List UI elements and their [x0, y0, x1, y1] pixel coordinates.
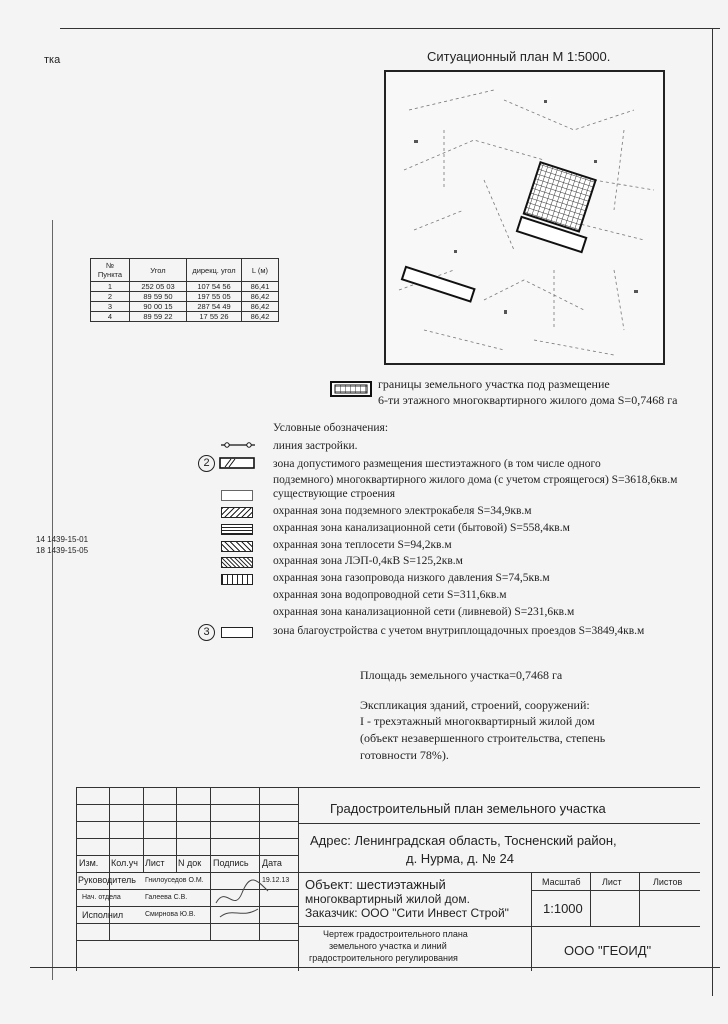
sewer-domestic-swatch — [221, 524, 253, 535]
table-cell: 89 59 50 — [130, 292, 187, 302]
legend-item: охранная зона водопроводной сети S=311,6кв.м — [273, 589, 507, 601]
legend-item: существующие строения — [273, 488, 396, 500]
gas-pipe-swatch — [221, 574, 253, 585]
legend-item: охранная зона канализационной сети (бытовой) S=558,4кв.м — [273, 522, 570, 534]
table-row — [91, 302, 279, 312]
electro-cable-swatch — [221, 507, 253, 518]
sheet-label: Лист — [602, 877, 622, 887]
legend-item: охранная зона подземного электрокабеля S=34,9кв.м — [273, 505, 532, 517]
legend-item: охранная зона ЛЭП-0,4кВ S=125,2кв.м — [273, 555, 463, 567]
table-cell: 2 — [91, 292, 130, 302]
table-row — [91, 312, 279, 322]
stamp-header: Кол.уч — [111, 858, 138, 868]
stamp-header: Подпись — [213, 858, 249, 868]
plan-title: Ситуационный план М 1:5000. — [427, 49, 611, 64]
table-cell: 86,41 — [242, 282, 279, 292]
role-date: 19.12.13 — [262, 877, 290, 884]
frame-left — [52, 220, 53, 980]
stamp-header: Изм. — [79, 858, 99, 868]
legend-item: линия застройки. — [273, 440, 358, 452]
stamp-header: Дата — [262, 858, 282, 868]
role-label: Исполнил — [82, 910, 124, 920]
role-label: Нач. отдела — [82, 894, 121, 901]
stamp-header: N док — [178, 858, 202, 868]
role-name: Гнилоуседов О.М. — [145, 877, 204, 884]
title-block — [76, 787, 700, 971]
coords-header: Угол — [130, 259, 187, 282]
legend-title: Условные обозначения: — [273, 422, 389, 434]
table-cell: 1 — [91, 282, 130, 292]
legend-item: подземного) многоквартирного жилого дома (с учетом строящегося) S=3618,6кв.м — [273, 474, 678, 486]
table-cell: 90 00 15 — [130, 302, 187, 312]
table-cell: 252 05 03 — [130, 282, 187, 292]
coords-header-row — [91, 259, 279, 282]
object-line: многоквартирный жилой дом. — [305, 892, 470, 906]
table-cell: 89 59 22 — [130, 312, 187, 322]
existing-buildings-swatch — [221, 490, 253, 501]
legend-item: зона благоустройства с учетом внутриплощадочных проездов S=3849,4кв.м — [273, 625, 645, 637]
table-row — [91, 282, 279, 292]
legend-item: охранная зона теплосети S=94,2кв.м — [273, 539, 452, 551]
boundary-line-2: 6-ти этажного многоквартирного жилого дома S=0,7468 га — [378, 393, 678, 407]
role-name: Галеева С.В. — [145, 894, 188, 901]
area-text: Площадь земельного участка=0,7468 га — [360, 668, 563, 682]
address-line: Адрес: Ленинградская область, Тосненский район, — [310, 833, 617, 848]
corner-text: тка — [44, 54, 61, 66]
coordinates-table — [90, 258, 279, 322]
coords-header: дирекц. угол — [187, 259, 242, 282]
explication-line: готовности 78%). — [360, 748, 449, 762]
table-cell: 86,42 — [242, 312, 279, 322]
scale-label: Масштаб — [542, 877, 581, 887]
drawing-line: земельного участка и линий — [329, 941, 447, 951]
table-cell: 86,42 — [242, 302, 279, 312]
legend-item: зона допустимого размещения шестиэтажного (в том числе одного — [273, 458, 601, 470]
role-name: Смирнова Ю.В. — [145, 911, 196, 918]
organization: ООО "ГЕОИД" — [564, 943, 652, 958]
zone-2-marker: 2 — [198, 455, 215, 472]
doc-title: Градостроительный план земельного участка — [330, 801, 606, 816]
frame-right — [712, 28, 713, 996]
legend-item: охранная зона газопровода низкого давления S=74,5кв.м — [273, 572, 550, 584]
zone-3-marker: 3 — [198, 624, 215, 641]
address-line: д. Нурма, д. № 24 — [406, 851, 514, 866]
role-label: Руководитель — [78, 875, 136, 885]
legend-item: охранная зона канализационной сети (ливневой) S=231,6кв.м — [273, 606, 575, 618]
table-cell: 107 54 56 — [187, 282, 242, 292]
building-line-icon — [221, 440, 255, 450]
heating-swatch — [221, 541, 253, 552]
object-line: Объект: шестиэтажный — [305, 877, 446, 892]
coords-header: L (м) — [242, 259, 279, 282]
drawing-line: Чертеж градостроительного плана — [323, 929, 468, 939]
explication-title: Экспликация зданий, строений, сооружений: — [360, 698, 590, 712]
landscaping-zone-swatch — [221, 627, 253, 638]
side-note: 18 1439-15-05 — [36, 546, 89, 555]
boundary-line-1: границы земельного участка под размещение — [378, 377, 610, 391]
signature-scribble — [212, 873, 272, 923]
explication-line: (объект незавершенного строительства, степень — [360, 731, 606, 745]
side-note: 14 1439-15-01 — [36, 535, 89, 544]
permitted-zone-swatch — [219, 457, 255, 469]
table-cell: 17 55 26 — [187, 312, 242, 322]
sheets-label: Листов — [653, 877, 683, 887]
frame-top — [60, 28, 720, 29]
boundary-swatch — [330, 381, 372, 397]
coords-header: № Пункта — [91, 259, 130, 282]
situation-map — [384, 70, 666, 366]
drawing-line: градостроительного регулирования — [309, 953, 458, 963]
table-cell: 86,42 — [242, 292, 279, 302]
table-row — [91, 292, 279, 302]
explication-line: I - трехэтажный многоквартирный жилой дом — [360, 714, 595, 728]
table-cell: 4 — [91, 312, 130, 322]
table-cell: 287 54 49 — [187, 302, 242, 312]
scale-value: 1:1000 — [543, 901, 583, 916]
table-cell: 197 55 05 — [187, 292, 242, 302]
stamp-header: Лист — [145, 858, 165, 868]
customer-line: Заказчик: ООО "Сити Инвест Строй" — [305, 906, 509, 920]
table-cell: 3 — [91, 302, 130, 312]
power-line-swatch — [221, 557, 253, 568]
